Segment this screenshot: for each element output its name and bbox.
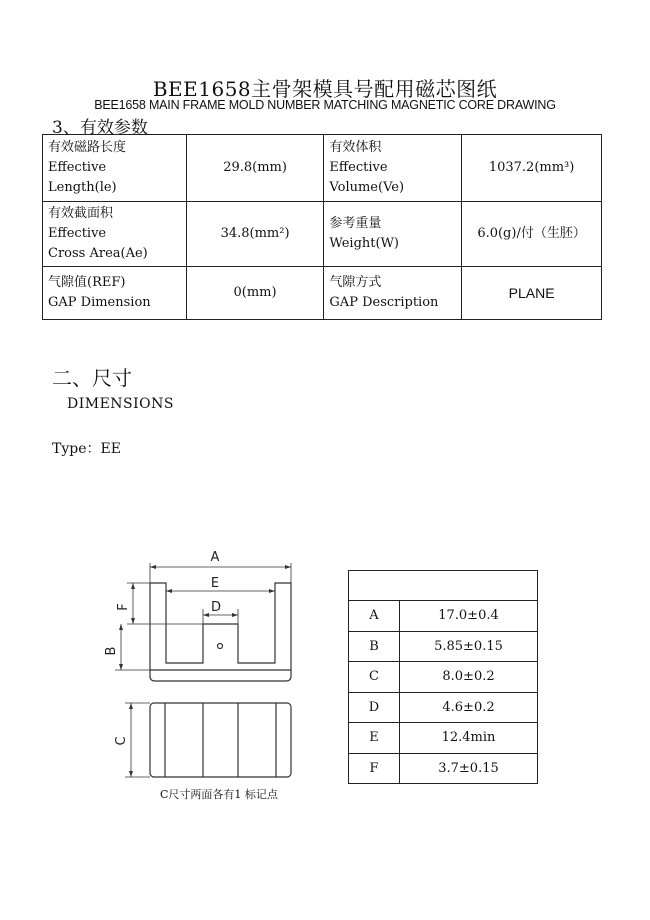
param-label-en: Length(le): [48, 180, 117, 195]
param-value: 0(mm): [186, 267, 324, 320]
param-label: [324, 202, 462, 267]
dimension-key: C: [349, 662, 400, 693]
param-label-cn: 有效截面积: [48, 206, 114, 221]
param-label-cn: 气隙方式: [329, 275, 382, 290]
params-row: [43, 135, 602, 202]
dimension-key: E: [349, 723, 400, 754]
params-row: [43, 202, 602, 267]
core-front-view: [150, 583, 291, 681]
dimension-key: A: [349, 601, 400, 632]
drawing-label-f: F: [116, 603, 131, 611]
param-value: 34.8(mm²): [186, 202, 324, 267]
core-side-view: [150, 703, 291, 777]
param-value: 29.8(mm): [186, 135, 324, 202]
param-label-en: GAP Description: [329, 295, 439, 310]
param-label: [324, 267, 462, 320]
dimension-value: 4.6±0.2: [400, 692, 538, 723]
drawing-label-d: D: [210, 600, 222, 615]
dimension-value: 5.85±0.15: [400, 631, 538, 662]
param-value: 1037.2(mm³): [462, 135, 602, 202]
param-label: [43, 135, 187, 202]
param-value: PLANE: [462, 267, 602, 320]
document-title-cn: BEE1658主骨架模具号配用磁芯图纸: [152, 77, 498, 101]
param-label-en: Effective: [48, 226, 107, 241]
drawing-label-b: B: [104, 646, 119, 656]
ee-core-drawing: [95, 545, 305, 785]
table-row: [349, 753, 538, 784]
dimension-value: 3.7±0.15: [400, 753, 538, 784]
core-type-label: Type：EE: [52, 441, 121, 457]
center-leg-mark: [218, 644, 223, 649]
dimension-table-header: [349, 571, 538, 601]
dimension-value: 17.0±0.4: [400, 601, 538, 632]
param-label-cn: 有效体积: [329, 140, 382, 155]
dimension-key: B: [349, 631, 400, 662]
core-base-edge: [150, 670, 291, 681]
param-label-cn: 参考重量: [329, 216, 382, 231]
drawing-label-a: A: [210, 550, 220, 565]
param-label: [43, 267, 187, 320]
param-label-cn: 有效磁路长度: [48, 140, 127, 155]
param-label: [324, 135, 462, 202]
param-label-en: Effective: [48, 160, 107, 175]
dimension-value: 12.4min: [400, 723, 538, 754]
params-table: [42, 134, 602, 320]
param-label-cn: 气隙值(REF): [48, 275, 126, 290]
param-label-en: Effective: [329, 160, 388, 175]
table-row: [349, 723, 538, 754]
params-heading: 3、有效参数: [52, 118, 148, 138]
dimension-value: 8.0±0.2: [400, 662, 538, 693]
param-value: 6.0(g)/付（生胚）: [462, 202, 602, 267]
param-label-en: Volume(Ve): [329, 180, 405, 195]
table-row: [349, 631, 538, 662]
dimension-key: D: [349, 692, 400, 723]
mark-note: C尺寸两面各有1 标记点: [160, 788, 278, 801]
param-label-en: Weight(W): [329, 236, 399, 251]
table-row: [349, 601, 538, 632]
param-label-en: Cross Area(Ae): [48, 246, 148, 261]
dimensions-heading-cn: 二、尺寸: [52, 366, 132, 390]
dimension-arrows: [119, 565, 291, 777]
document-title-en: BEE1658 MAIN FRAME MOLD NUMBER MATCHING MAGNETIC CORE DRAWING: [94, 98, 556, 112]
dimensions-heading-en: DIMENSIONS: [67, 396, 174, 412]
table-row: [349, 662, 538, 693]
drawing-label-c: C: [114, 736, 129, 746]
table-row: [349, 692, 538, 723]
drawing-label-e: E: [210, 576, 220, 591]
param-label: [43, 202, 187, 267]
core-e-outline: [150, 583, 291, 670]
dimension-key: F: [349, 753, 400, 784]
param-label-en: GAP Dimension: [48, 295, 151, 310]
params-row: [43, 267, 602, 320]
dimension-table: [348, 570, 538, 784]
